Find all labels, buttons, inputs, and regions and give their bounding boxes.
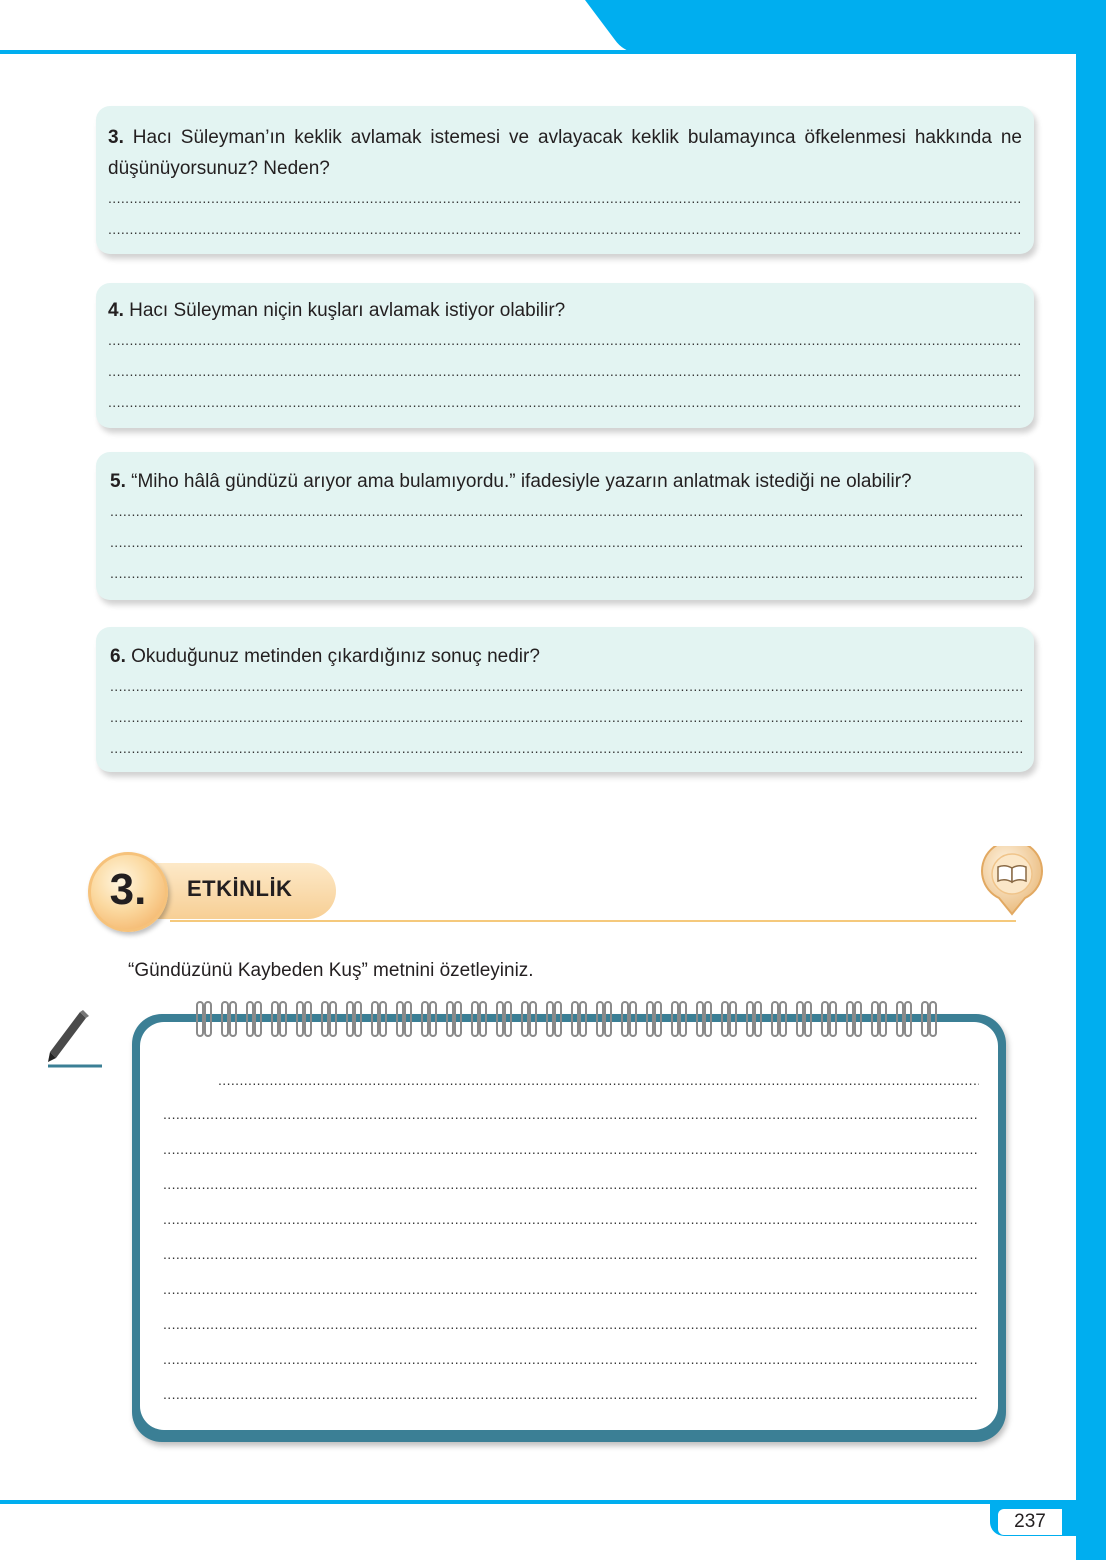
ring <box>322 1002 336 1036</box>
ring <box>797 1002 811 1036</box>
question-text: 4. Hacı Süleyman niçin kuşları avlamak istiyor olabilir? <box>108 300 566 321</box>
question-text: 5. “Miho hâlâ gündüzü arıyor ama bulamıyordu.” ifadesiyle yazarın anlatmak istediği ne olabilir? <box>110 471 912 492</box>
summary-line[interactable] <box>163 1209 979 1229</box>
ring <box>522 1002 536 1036</box>
answer-line[interactable] <box>110 672 1022 703</box>
ring <box>197 1002 211 1036</box>
summary-line[interactable] <box>218 1070 979 1090</box>
ring <box>247 1002 261 1036</box>
ring <box>822 1002 836 1036</box>
spiral-rings <box>190 998 950 1042</box>
ring <box>347 1002 361 1036</box>
summary-line[interactable] <box>163 1279 979 1299</box>
ring <box>847 1002 861 1036</box>
answer-line[interactable] <box>110 559 1022 590</box>
ring <box>747 1002 761 1036</box>
ring <box>422 1002 436 1036</box>
question-card-3 <box>96 106 1034 254</box>
answer-line[interactable] <box>110 528 1022 559</box>
ring <box>872 1002 886 1036</box>
ring <box>697 1002 711 1036</box>
answer-line[interactable] <box>110 497 1022 528</box>
bottom-border-line <box>0 1500 1078 1504</box>
summary-line[interactable] <box>163 1244 979 1264</box>
activity-underline <box>170 920 1016 922</box>
ring <box>597 1002 611 1036</box>
activity-number: 3. <box>109 865 147 914</box>
ring <box>722 1002 736 1036</box>
answer-line[interactable] <box>108 357 1022 388</box>
answer-line[interactable] <box>108 184 1022 215</box>
answer-line[interactable] <box>108 215 1022 246</box>
answer-line[interactable] <box>108 388 1022 419</box>
top-tab-shape <box>585 0 1106 54</box>
answer-line[interactable] <box>108 326 1022 357</box>
ring <box>397 1002 411 1036</box>
answer-line[interactable] <box>110 703 1022 734</box>
summary-line[interactable] <box>163 1314 979 1334</box>
question-card-5 <box>96 452 1034 600</box>
ring <box>647 1002 661 1036</box>
right-border-bar <box>1076 0 1106 1560</box>
question-text: 6. Okuduğunuz metinden çıkardığınız sonuç nedir? <box>110 646 540 667</box>
activity-label: ETKİNLİK <box>187 876 293 901</box>
ring <box>297 1002 311 1036</box>
ring <box>372 1002 386 1036</box>
summary-line[interactable] <box>163 1174 979 1194</box>
ring <box>897 1002 911 1036</box>
ring <box>622 1002 636 1036</box>
ring <box>497 1002 511 1036</box>
ring <box>922 1002 936 1036</box>
answer-line[interactable] <box>110 734 1022 765</box>
question-card-6 <box>96 627 1034 772</box>
ring <box>222 1002 236 1036</box>
ring <box>672 1002 686 1036</box>
ring <box>447 1002 461 1036</box>
ring <box>272 1002 286 1036</box>
summary-line[interactable] <box>163 1349 979 1369</box>
question-card-4 <box>96 283 1034 428</box>
ring <box>572 1002 586 1036</box>
page-number: 237 <box>998 1509 1062 1535</box>
summary-line[interactable] <box>163 1104 979 1124</box>
ring <box>472 1002 486 1036</box>
summary-line[interactable] <box>163 1384 979 1404</box>
activity-instruction: “Gündüzünü Kaybeden Kuş” metnini özetleyiniz. <box>128 960 534 981</box>
summary-line[interactable] <box>163 1139 979 1159</box>
ring <box>772 1002 786 1036</box>
book-icon <box>977 846 1047 916</box>
question-text: 3. Hacı Süleyman’ın keklik avlamak istemesi ve avlayacak keklik bulamayınca öfkelenmesi hakkında ne düşünüyorsunuz? Neden? <box>108 127 1022 179</box>
pencil-icon <box>46 1010 104 1072</box>
ring <box>547 1002 561 1036</box>
